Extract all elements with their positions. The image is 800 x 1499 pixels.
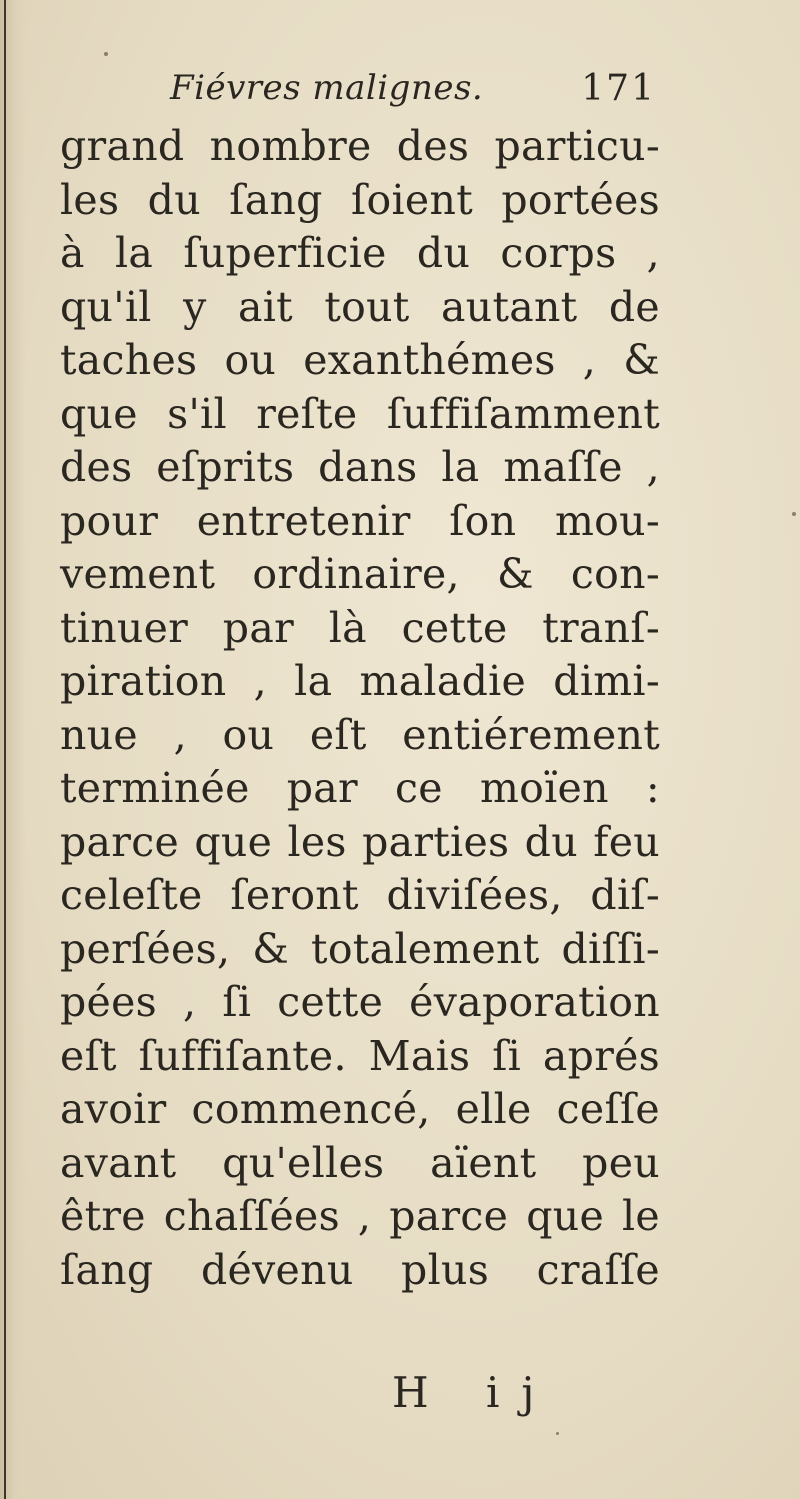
ink-speck [556, 1432, 559, 1435]
text-line: piration , la maladie dimi- [60, 657, 660, 705]
text-line: être chaſſées , parce que le [60, 1192, 660, 1240]
ink-speck [792, 512, 796, 516]
text-line: nue , ou eſt entiérement [60, 710, 660, 759]
text-line: à la ſuperficie du corps , [60, 229, 660, 277]
text-line: tinuer par là cette tranſ- [60, 603, 660, 652]
text-line: ſang dévenu plus craſſe [60, 1245, 660, 1294]
body-text [60, 120, 660, 1297]
text-line: celeſte ſeront diviſées, diſ- [60, 871, 660, 919]
text-line: terminée par ce moïen : [60, 764, 660, 812]
text-line: vement ordinaire, & con- [60, 550, 660, 598]
text-line: pées , ſi cette évaporation [60, 978, 660, 1026]
running-title: Fiévres malignes. [170, 68, 484, 108]
text-line: des eſprits dans la maſſe , [60, 443, 660, 491]
text-line: les du ſang ſoient portées [60, 175, 660, 224]
page-number: 171 [581, 68, 656, 109]
binding-edge [4, 0, 6, 1499]
text-line: parce que les parties du feu [60, 817, 660, 866]
page-header [170, 68, 670, 118]
text-line: eſt ſuffiſante. Mais ſi aprés [60, 1031, 660, 1080]
text-line: qu'il y ait tout autant de [60, 282, 660, 331]
text-line: pour entretenir ſon mou- [60, 496, 660, 545]
text-line: que s'il reſte ſuffiſamment [60, 389, 660, 438]
signature-mark: H ij [392, 1368, 557, 1417]
text-line: grand nombre des particu- [60, 122, 660, 170]
ink-speck [104, 52, 108, 56]
text-line: taches ou exanthémes , & [60, 336, 660, 384]
text-line: perſées, & totalement diſſi- [60, 924, 660, 973]
text-line: avant qu'elles aïent peu [60, 1138, 660, 1187]
text-line: avoir commencé, elle ceſſe [60, 1085, 660, 1133]
